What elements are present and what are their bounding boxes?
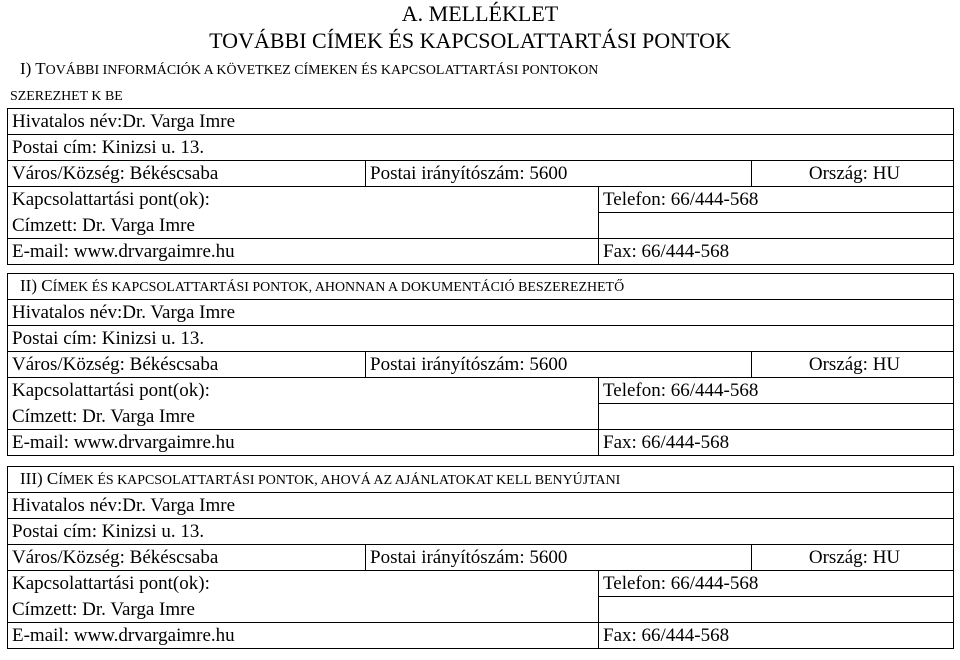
section-1-heading-line2: [10, 84, 123, 108]
fax-cell: Fax: 66/444-568: [599, 239, 954, 265]
row-postai-cim: [8, 519, 954, 545]
address-block-3: [7, 466, 954, 649]
hivatalos-nev-cell: Hivatalos név:Dr. Varga Imre: [8, 109, 954, 135]
section-2-heading-prefix: II) C: [20, 276, 53, 295]
iranyitoszam-cell: Postai irányítószám: 5600: [366, 545, 752, 571]
email-cell: E-mail: www.drvargaimre.hu: [8, 430, 599, 456]
address-block-2: [7, 273, 954, 456]
row-email: [8, 430, 954, 456]
cimzett-cell: Címzett: Dr. Varga Imre: [8, 404, 599, 430]
telefon-cell: Telefon: 66/444-568: [599, 187, 954, 213]
varos-cell: Város/Község: Békéscsaba: [8, 352, 366, 378]
section-1-heading-prefix: I) T: [20, 59, 46, 78]
annex-title: A. MELLÉKLET: [401, 1, 559, 26]
varos-cell: Város/Község: Békéscsaba: [8, 161, 366, 187]
orszag-cell: Ország: HU: [752, 352, 954, 378]
empty-cell: [599, 597, 954, 623]
telefon-cell: Telefon: 66/444-568: [599, 571, 954, 597]
empty-cell: [599, 213, 954, 239]
row-email: [8, 239, 954, 265]
row-postai-cim: [8, 326, 954, 352]
row-hivatalos-nev: [8, 109, 954, 135]
section-2-heading-rest: ÍMEK ÉS KAPCSOLATTARTÁSI PONTOK, AHONNAN A DOKUMENTÁCIÓ BESZEREZHETŐ: [52, 280, 625, 295]
section-1-heading: [20, 58, 598, 82]
section-3-heading: [8, 467, 954, 493]
cimzett-cell: Címzett: Dr. Varga Imre: [8, 597, 599, 623]
section-2-heading: [8, 274, 954, 300]
postai-cim-cell: Postai cím: Kinizsi u. 13.: [8, 519, 954, 545]
email-cell: E-mail: www.drvargaimre.hu: [8, 623, 599, 649]
orszag-cell: Ország: HU: [752, 161, 954, 187]
section-2-heading-row: [8, 274, 954, 300]
row-cimzett: [8, 404, 954, 430]
row-kapcsolattartasi: [8, 378, 954, 404]
section-1-heading-rest: OVÁBBI INFORMÁCIÓK A KÖVETKEZ CÍMEKEN ÉS KAPCSOLATTARTÁSI PONTOKON: [45, 63, 599, 78]
section-3-heading-rest: ÍMEK ÉS KAPCSOLATTARTÁSI PONTOK, AHOVÁ AZ AJÁNLATOKAT KELL BENYÚJTANI: [58, 473, 621, 488]
section-1-heading-line2-text: SZEREZHET K BE: [10, 89, 123, 104]
cimzett-cell: Címzett: Dr. Varga Imre: [8, 213, 599, 239]
varos-cell: Város/Község: Békéscsaba: [8, 545, 366, 571]
row-cimzett: [8, 213, 954, 239]
row-hivatalos-nev: [8, 300, 954, 326]
section-3-heading-row: [8, 467, 954, 493]
section-3-heading-prefix: III) C: [20, 469, 59, 488]
row-varos: [8, 352, 954, 378]
fax-cell: Fax: 66/444-568: [599, 623, 954, 649]
postai-cim-cell: Postai cím: Kinizsi u. 13.: [8, 135, 954, 161]
iranyitoszam-cell: Postai irányítószám: 5600: [366, 352, 752, 378]
fax-cell: Fax: 66/444-568: [599, 430, 954, 456]
row-kapcsolattartasi: [8, 571, 954, 597]
kapcsolattartasi-cell: Kapcsolattartási pont(ok):: [8, 187, 599, 213]
row-varos: [8, 161, 954, 187]
annex-subtitle: TOVÁBBI CÍMEK ÉS KAPCSOLATTARTÁSI PONTOK: [209, 28, 731, 53]
kapcsolattartasi-cell: Kapcsolattartási pont(ok):: [8, 378, 599, 404]
empty-cell: [599, 404, 954, 430]
hivatalos-nev-cell: Hivatalos név:Dr. Varga Imre: [8, 493, 954, 519]
iranyitoszam-cell: Postai irányítószám: 5600: [366, 161, 752, 187]
row-varos: [8, 545, 954, 571]
row-hivatalos-nev: [8, 493, 954, 519]
row-kapcsolattartasi: [8, 187, 954, 213]
row-email: [8, 623, 954, 649]
row-cimzett: [8, 597, 954, 623]
telefon-cell: Telefon: 66/444-568: [599, 378, 954, 404]
email-cell: E-mail: www.drvargaimre.hu: [8, 239, 599, 265]
orszag-cell: Ország: HU: [752, 545, 954, 571]
address-block-1: [7, 108, 954, 265]
hivatalos-nev-cell: Hivatalos név:Dr. Varga Imre: [8, 300, 954, 326]
postai-cim-cell: Postai cím: Kinizsi u. 13.: [8, 326, 954, 352]
row-postai-cim: [8, 135, 954, 161]
kapcsolattartasi-cell: Kapcsolattartási pont(ok):: [8, 571, 599, 597]
